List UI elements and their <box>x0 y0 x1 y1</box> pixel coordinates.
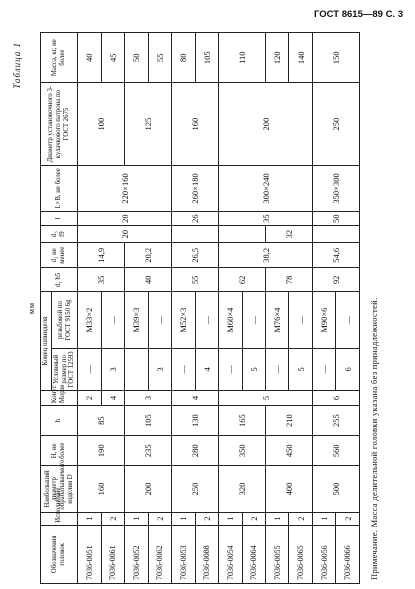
cell-version: 1 <box>219 512 242 525</box>
cell-chuck-diameter: 100 <box>78 83 125 165</box>
cell-h: 130 <box>172 406 219 436</box>
cell-h-total: 280 <box>172 436 219 466</box>
cell-spindle-gost <box>125 348 148 390</box>
cell-d1: 55 <box>172 268 219 292</box>
header-spindle-thread: резьбовой по ГОСТ 9150 6g <box>51 292 77 348</box>
cell-version: 2 <box>195 512 218 525</box>
cell-lxb: 260×180 <box>172 165 219 211</box>
header-d3: d₃ f9 <box>41 226 78 243</box>
cell-spindle-gost: — <box>312 348 335 390</box>
cell-spindle-thread: — <box>242 292 265 348</box>
header-h: h <box>41 406 78 436</box>
cell-d2: 26,5 <box>172 243 219 268</box>
cell-d3 <box>219 226 266 243</box>
cell-l: 50 <box>312 212 359 226</box>
cell-spindle-thread: М90×6 <box>312 292 335 348</box>
cell-spindle-gost: 3 <box>148 348 171 390</box>
cell-h-total: 560 <box>312 436 359 466</box>
cell-morse: 3 <box>125 390 172 405</box>
cell-morse: 4 <box>172 390 219 405</box>
cell-mass: 120 <box>266 33 289 83</box>
cell-spindle-gost: 5 <box>289 348 312 390</box>
cell-d-max: 160 <box>78 466 125 512</box>
cell-lxb: 300×240 <box>219 165 313 211</box>
cell-mass: 50 <box>125 33 148 83</box>
cell-h-total: 450 <box>266 436 313 466</box>
cell-spindle-gost: 3 <box>101 348 124 390</box>
table-row <box>78 33 101 584</box>
cell-d3: 32 <box>266 226 313 243</box>
header-morse: Конус Морзе <box>41 390 78 405</box>
table-label: Таблица 1 <box>12 42 22 89</box>
cell-chuck-diameter: 160 <box>172 83 219 165</box>
cell-d2: 38,2 <box>219 243 313 268</box>
cell-spindle-thread: — <box>336 292 360 348</box>
unit-label: мм <box>27 301 36 315</box>
cell-version: 2 <box>242 512 265 525</box>
cell-lxb: 350×300 <box>312 165 359 211</box>
cell-h: 85 <box>78 406 125 436</box>
cell-h-total: 190 <box>78 436 125 466</box>
cell-spindle-thread: — <box>101 292 124 348</box>
cell-model: 7036-0061 <box>101 525 124 583</box>
cell-version: 1 <box>78 512 101 525</box>
cell-spindle-gost: 6 <box>336 348 360 390</box>
cell-spindle-thread: — <box>289 292 312 348</box>
cell-l: 35 <box>219 212 313 226</box>
header-spindle-gost: Условный размер по ГОСТ 12593 <box>51 348 77 390</box>
cell-mass: 80 <box>172 33 195 83</box>
cell-spindle-gost: — <box>172 348 195 390</box>
cell-mass: 45 <box>101 33 124 83</box>
cell-h: 105 <box>125 406 172 436</box>
cell-d1: 62 <box>219 268 266 292</box>
header-d1: d₁ h5 <box>41 268 78 292</box>
cell-mass: 140 <box>289 33 312 83</box>
cell-model: 7036-0053 <box>172 525 195 583</box>
table-row <box>312 33 335 584</box>
cell-spindle-gost: — <box>219 348 242 390</box>
cell-model: 7036-0066 <box>336 525 360 583</box>
cell-spindle-thread: — <box>148 292 171 348</box>
cell-version: 2 <box>336 512 360 525</box>
cell-d2: 54,6 <box>312 243 359 268</box>
cell-h-total: 235 <box>125 436 172 466</box>
cell-spindle-gost: 4 <box>195 348 218 390</box>
cell-d1: 78 <box>266 268 313 292</box>
cell-mass: 150 <box>312 33 359 83</box>
header-mass: Масса, кг, не более <box>41 33 78 83</box>
cell-version: 1 <box>172 512 195 525</box>
cell-model: 7036-0065 <box>289 525 312 583</box>
cell-model: 7036-0064 <box>242 525 265 583</box>
cell-version: 2 <box>101 512 124 525</box>
page-header: ГОСТ 8615—89 С. 3 <box>314 9 403 20</box>
cell-d-max: 200 <box>125 466 172 512</box>
cell-h: 255 <box>312 406 359 436</box>
cell-mass: 110 <box>219 33 266 83</box>
cell-version: 2 <box>148 512 171 525</box>
cell-spindle-thread: М33×2 <box>78 292 101 348</box>
cell-d-max: 320 <box>219 466 266 512</box>
cell-morse: 6 <box>312 390 359 405</box>
cell-model: 7036-0052 <box>125 525 148 583</box>
header-lxb: L×B, не более <box>41 165 78 211</box>
cell-model: 7036-0088 <box>195 525 218 583</box>
cell-spindle-thread: М60×4 <box>219 292 242 348</box>
cell-spindle-gost: 5 <box>242 348 265 390</box>
cell-morse: 4 <box>101 390 124 405</box>
table-row <box>172 33 195 584</box>
header-spindle-end: Конец шпинделя <box>41 292 52 391</box>
cell-d1: 40 <box>125 268 172 292</box>
cell-l: 26 <box>172 212 219 226</box>
cell-mass: 55 <box>148 33 171 83</box>
header-d2: d₂ не менее <box>41 243 78 268</box>
cell-d-max: 250 <box>172 466 219 512</box>
cell-version: 2 <box>289 512 312 525</box>
cell-spindle-thread: М76×4 <box>266 292 289 348</box>
cell-version: 1 <box>266 512 289 525</box>
header-l: l <box>41 212 78 226</box>
cell-d3 <box>312 226 359 243</box>
cell-d2: 14,9 <box>78 243 125 268</box>
cell-mass: 105 <box>195 33 218 83</box>
header-model: Обозначения головок <box>41 525 78 583</box>
cell-h: 165 <box>219 406 266 436</box>
cell-model: 7036-0056 <box>312 525 335 583</box>
cell-version: 1 <box>125 512 148 525</box>
cell-l: 20 <box>78 212 172 226</box>
table-note: Примечание. Масса делительной головки указана без принадлежностей. <box>369 297 379 580</box>
cell-h: 210 <box>266 406 313 436</box>
cell-lxb: 220×160 <box>78 165 172 211</box>
cell-d2: 20,2 <box>125 243 172 268</box>
header-chuck-diameter: Диаметр установочного 3-кулачкового патрона по ГОСТ 2675 <box>41 83 78 165</box>
cell-model: 7036-0062 <box>148 525 171 583</box>
rotated-table-area <box>8 28 403 588</box>
cell-d1: 35 <box>78 268 125 292</box>
cell-spindle-gost: — <box>266 348 289 390</box>
spec-table <box>40 32 360 584</box>
cell-h-total: 350 <box>219 436 266 466</box>
cell-spindle-thread: — <box>195 292 218 348</box>
cell-spindle-thread: М39×3 <box>125 292 148 348</box>
cell-spindle-gost: — <box>78 348 101 390</box>
cell-model: 7036-0051 <box>78 525 101 583</box>
header-h-total: H, не более <box>41 436 78 466</box>
cell-d3 <box>172 226 219 243</box>
cell-spindle-thread: М52×3 <box>172 292 195 348</box>
cell-d3: 20 <box>78 226 172 243</box>
cell-d-max: 500 <box>312 466 359 512</box>
cell-d1: 92 <box>312 268 359 292</box>
cell-model: 7036-0054 <box>219 525 242 583</box>
header-version: Исполнение <box>41 512 78 525</box>
cell-model: 7036-0055 <box>266 525 289 583</box>
cell-morse: 5 <box>219 390 313 405</box>
table-row <box>219 33 242 584</box>
header-d-max: Наибольший диаметр обрабатываемого изделия D <box>41 466 78 512</box>
cell-version: 1 <box>312 512 335 525</box>
cell-morse: 2 <box>78 390 101 405</box>
cell-d-max: 400 <box>266 466 313 512</box>
cell-chuck-diameter: 125 <box>125 83 172 165</box>
table-row <box>125 33 148 584</box>
cell-chuck-diameter: 250 <box>312 83 359 165</box>
cell-mass: 40 <box>78 33 101 83</box>
cell-chuck-diameter: 200 <box>219 83 313 165</box>
